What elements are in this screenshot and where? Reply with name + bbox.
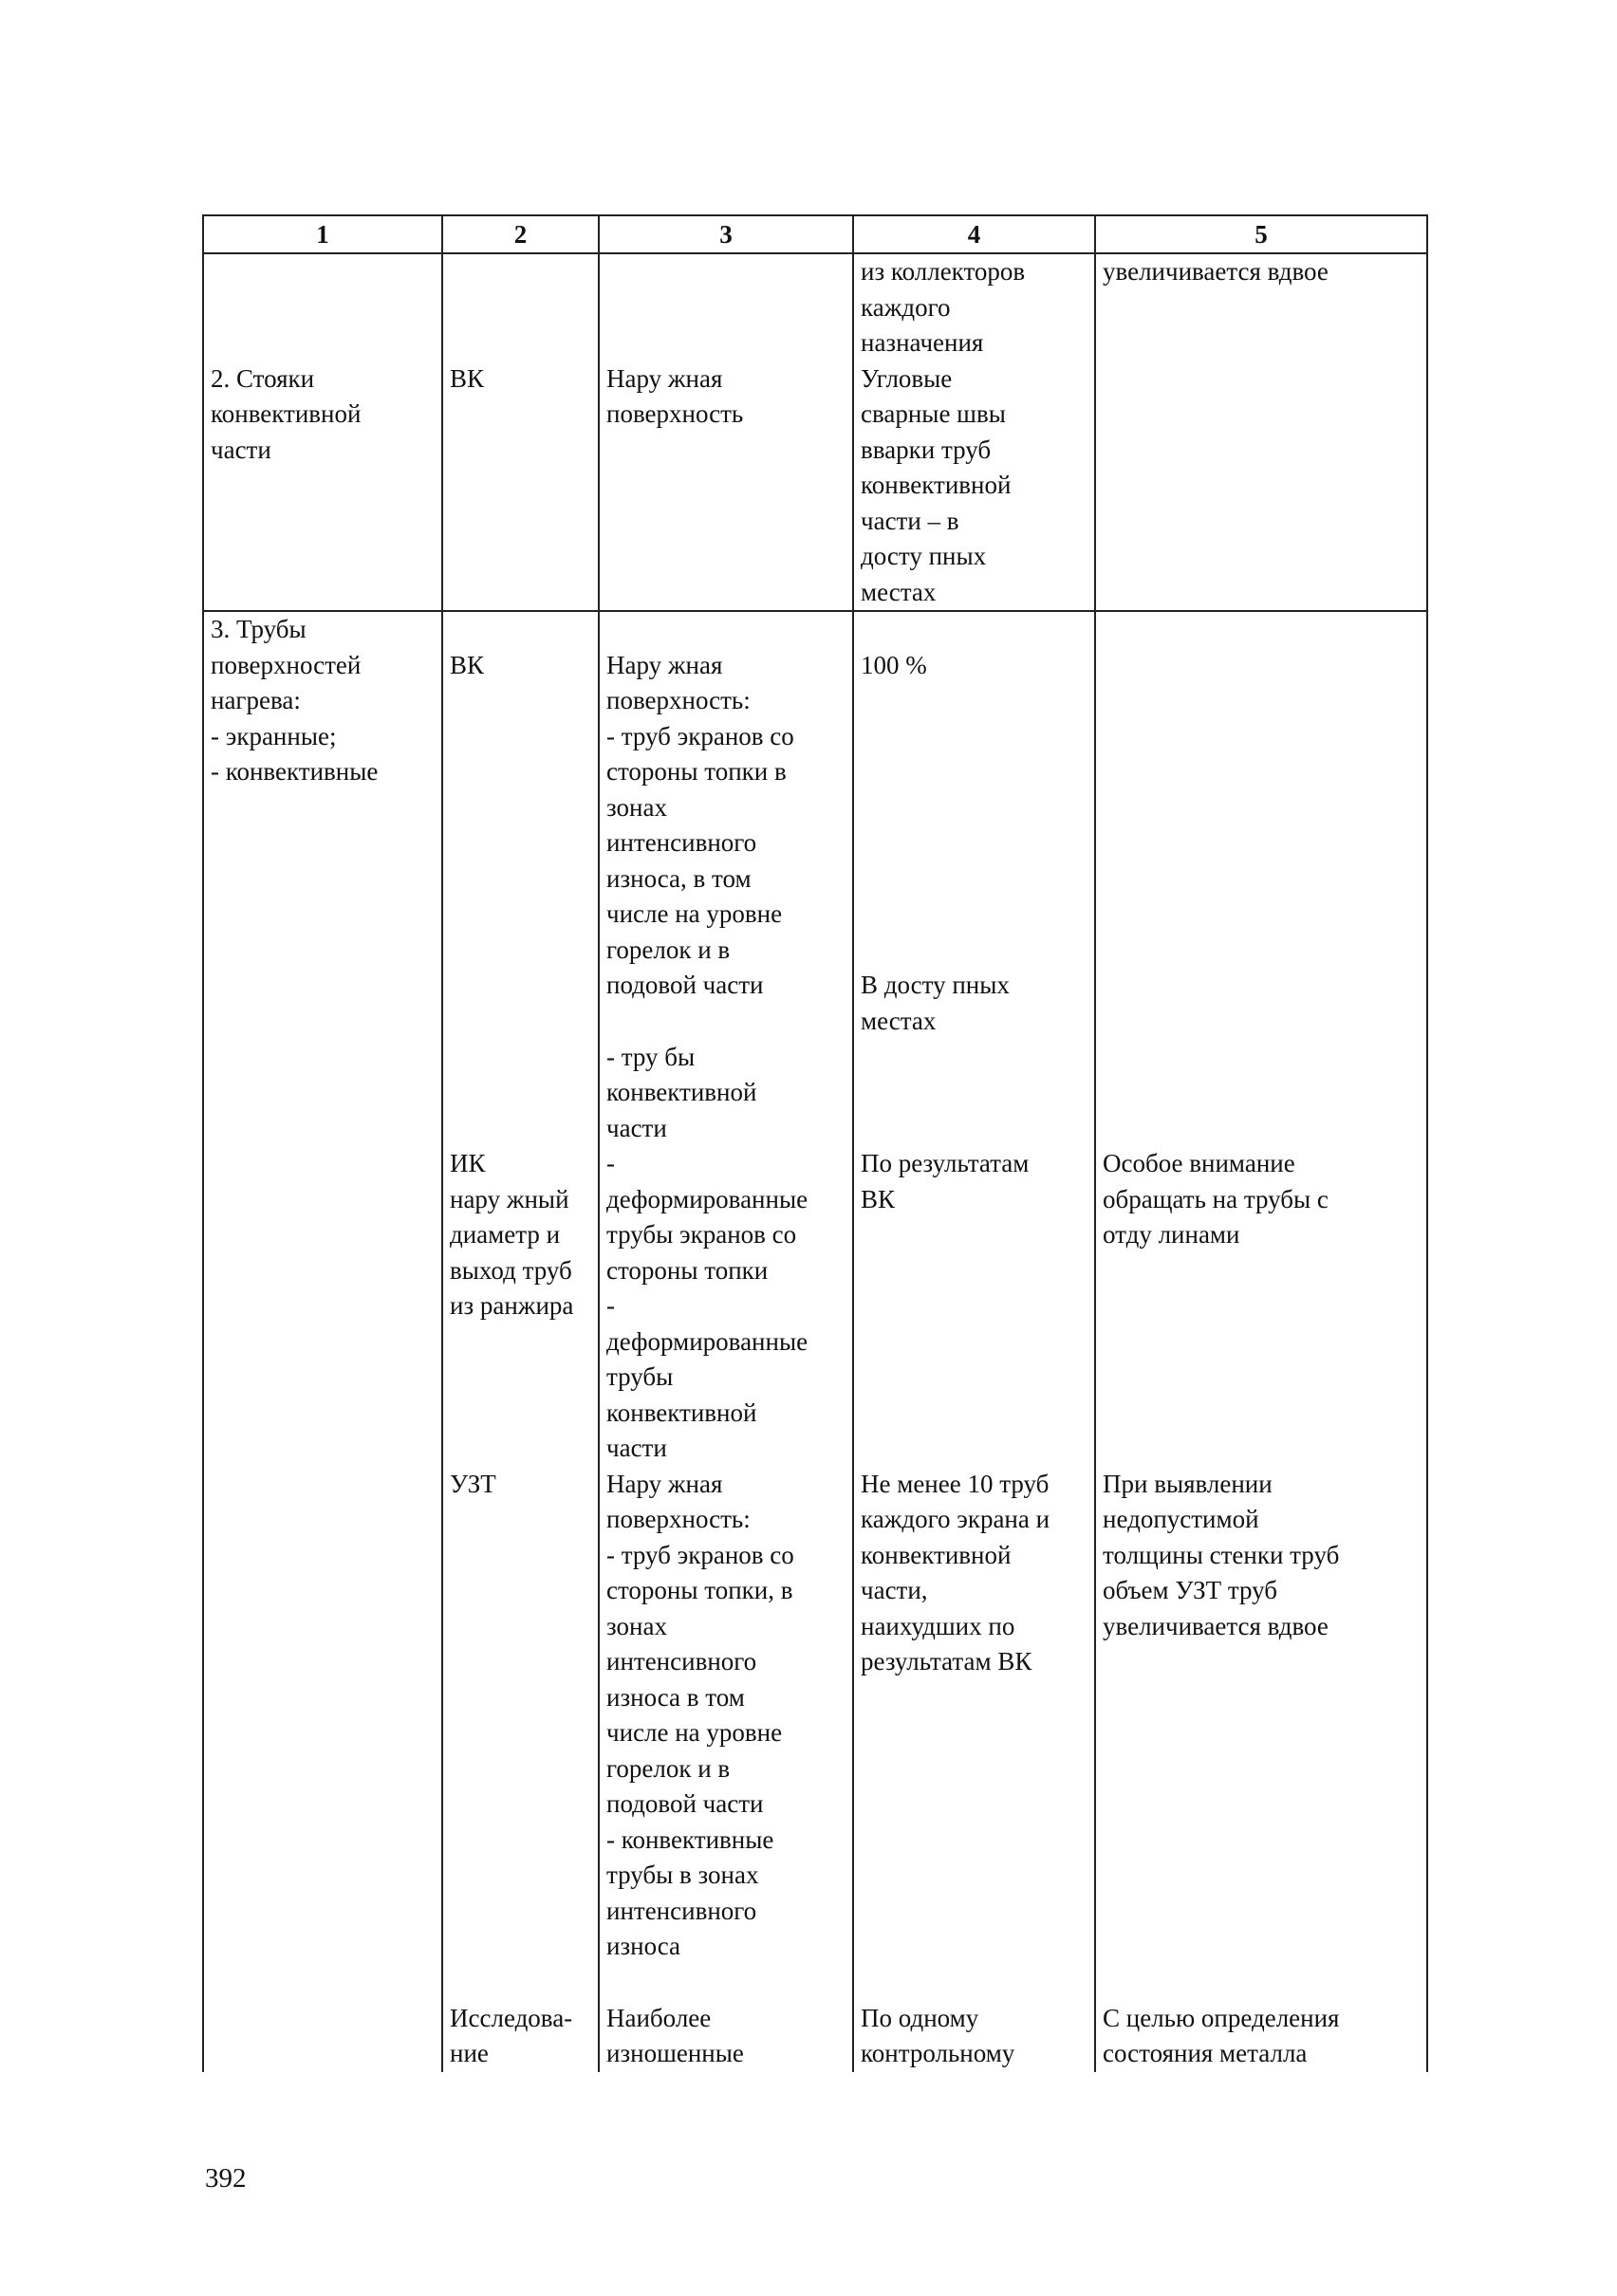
cell-line: В досту пных [861,971,1010,999]
cell-line: деформированные [606,1326,808,1356]
cell-line: конвективной [861,1540,1012,1569]
cell-line: ВК [450,650,485,679]
cell-line: отду линами [1103,1220,1240,1249]
table-cell [853,611,1095,1146]
table-cell [599,1467,853,1965]
table-cell [442,2001,599,2072]
cell-line: каждого [861,292,951,322]
cell-line: ВК [450,363,485,393]
cell-line: Наиболее [606,2003,712,2032]
cell-line [861,825,1087,861]
column-header: 4 [853,215,1095,253]
cell-line: Нару жная [606,650,723,679]
column-header: 2 [442,215,599,253]
cell-line: увеличивается вдвое [1103,257,1329,286]
table-cell [1095,1146,1427,1467]
table-cell [599,253,853,611]
cell-line [606,254,846,290]
cell-line: Нару жная [606,363,723,393]
cell-line: - [606,1149,615,1177]
cell-line: изношенные [606,2039,744,2067]
cell-line: УЗТ [450,1469,496,1498]
table-cell [1095,1965,1427,2001]
cell-line [606,612,846,648]
cell-line: Угловые [861,363,953,393]
cell-line [450,290,591,326]
cell-line: трубы экранов со [606,1220,797,1249]
cell-line: Исследова- [450,2003,573,2032]
cell-line: числе на уровне [606,899,783,928]
cell-line: ние [450,2039,489,2067]
cell-line: конвективной [211,399,362,428]
table-cell [442,1467,599,1965]
cell-line: поверхностей [211,650,362,679]
cell-line: стороны топки, в [606,1576,793,1604]
cell-block [606,1040,846,1147]
cell-line: По одному [861,2003,979,2032]
cell-line: интенсивного [606,1647,757,1676]
cell-line: из коллекторов [861,257,1026,286]
table-cell [599,1965,853,2001]
cell-line [861,754,1087,790]
cell-line: вварки труб [861,435,992,464]
table-cell [442,1965,599,2001]
table-cell [853,253,1095,611]
table-row [203,253,1427,611]
cell-line: ВК [861,1184,896,1213]
cell-line: поверхность: [606,1505,751,1533]
cell-line: - труб экранов со [606,721,794,750]
cell-line: интенсивного [606,1896,757,1925]
cell-line: деформированные [606,1184,808,1213]
cell-line: диаметр и [450,1220,561,1249]
cell-line: части – в [861,506,959,535]
table-cell [1095,1467,1427,1965]
cell-line: Не менее 10 труб [861,1469,1050,1498]
table-cell [203,611,442,1146]
cell-line [450,612,591,648]
cell-line: зонах [606,1611,667,1640]
table-cell [853,1965,1095,2001]
cell-line [861,933,1087,969]
cell-line [450,254,591,290]
cell-line: стороны топки в [606,757,787,786]
cell-line: конвективной [606,1398,757,1427]
cell-line: из ранжира [450,1291,574,1320]
cell-line: конвективной [861,471,1012,499]
table-cell [853,2001,1095,2072]
table-row [203,1467,1427,1965]
cell-line: износа [606,1932,681,1960]
cell-line: сварные швы [861,399,1006,428]
cell-line: части, [861,1576,928,1604]
cell-line: горелок и в [606,1753,731,1783]
cell-line: 2. Стояки [211,363,315,393]
table-cell [203,1965,442,2001]
cell-line: части [211,435,271,464]
cell-line: интенсивного [606,828,757,857]
cell-line: результатам ВК [861,1647,1032,1676]
cell-line: подовой части [606,1789,764,1818]
table-cell [203,2001,442,2072]
cell-line: поверхность: [606,686,751,714]
table-cell [1095,2001,1427,2072]
table-row [203,2001,1427,2072]
cell-line: - тру бы [606,1042,696,1071]
cell-line [861,790,1087,826]
cell-line: стороны топки [606,1255,769,1285]
cell-line [861,683,1087,719]
table-header-row [203,215,1427,253]
table-cell [599,611,853,1146]
cell-line [211,325,435,361]
cell-line: части [606,1434,667,1462]
cell-line [606,325,846,361]
cell-line: толщины стенки труб [1103,1540,1340,1569]
cell-line: - труб экранов со [606,1540,794,1569]
cell-line: подовой части [606,971,764,999]
cell-line: - конвективные [606,1824,774,1854]
cell-line: - [606,1291,615,1320]
cell-line: 3. Трубы [211,615,307,643]
table-cell [1095,611,1427,1146]
inspection-table [202,214,1428,2072]
cell-line [861,861,1087,898]
cell-line: - конвективные [211,757,379,786]
cell-line: - экранные; [211,721,337,750]
cell-line: выход труб [450,1255,572,1285]
cell-line: Нару жная [606,1469,723,1498]
cell-line: поверхность [606,399,744,428]
cell-line: объем УЗТ труб [1103,1576,1278,1604]
cell-line [450,325,591,361]
cell-line: части [606,1113,667,1142]
cell-line: Особое внимание [1103,1149,1295,1177]
cell-line: При выявлении [1103,1469,1273,1498]
cell-line [211,290,435,326]
table-cell [853,1146,1095,1467]
column-header: 3 [599,215,853,253]
table-cell [853,1467,1095,1965]
cell-line: досту пных [861,542,987,570]
table-cell [442,1146,599,1467]
cell-line: зонах [606,792,667,822]
cell-line: ИК [450,1149,486,1177]
table-cell [203,1467,442,1965]
table-cell [203,1146,442,1467]
cell-line: недопустимой [1103,1505,1259,1533]
cell-line: числе на уровне [606,1718,783,1747]
table-cell [1095,253,1427,611]
cell-line: С целью определения [1103,2003,1340,2032]
table-cell [599,2001,853,2072]
cell-line [861,612,1087,648]
cell-line: По результатам [861,1149,1030,1177]
table-cell [203,253,442,611]
cell-line: контрольному [861,2039,1015,2067]
cell-line: нару жный [450,1184,569,1213]
column-header: 1 [203,215,442,253]
table-cell [442,611,599,1146]
cell-block [606,612,846,1004]
cell-line: конвективной [606,1078,757,1106]
cell-line: каждого экрана и [861,1505,1050,1533]
cell-line [861,719,1087,755]
table-cell [599,1146,853,1467]
cell-line: наихудших по [861,1611,1015,1640]
cell-line: 100 % [861,650,927,679]
cell-line: назначения [861,328,984,357]
cell-line [606,290,846,326]
cell-line: местах [861,1006,937,1035]
cell-line: трубы [606,1362,674,1391]
cell-line: износа в том [606,1682,745,1712]
cell-line: трубы в зонах [606,1861,759,1889]
cell-line: горелок и в [606,935,731,964]
column-header: 5 [1095,215,1427,253]
cell-line: местах [861,577,937,606]
table-spacer-row [203,1965,1427,2001]
cell-line: состояния металла [1103,2039,1308,2067]
cell-line: обращать на трубы с [1103,1184,1329,1213]
cell-line: износа, в том [606,863,752,893]
cell-line [861,897,1087,933]
table-row [203,1146,1427,1467]
table-row [203,611,1427,1146]
page-number: 392 [205,2163,247,2194]
cell-line [211,254,435,290]
table-cell [442,253,599,611]
cell-line: увеличивается вдвое [1103,1611,1329,1640]
cell-line: нагрева: [211,686,301,714]
